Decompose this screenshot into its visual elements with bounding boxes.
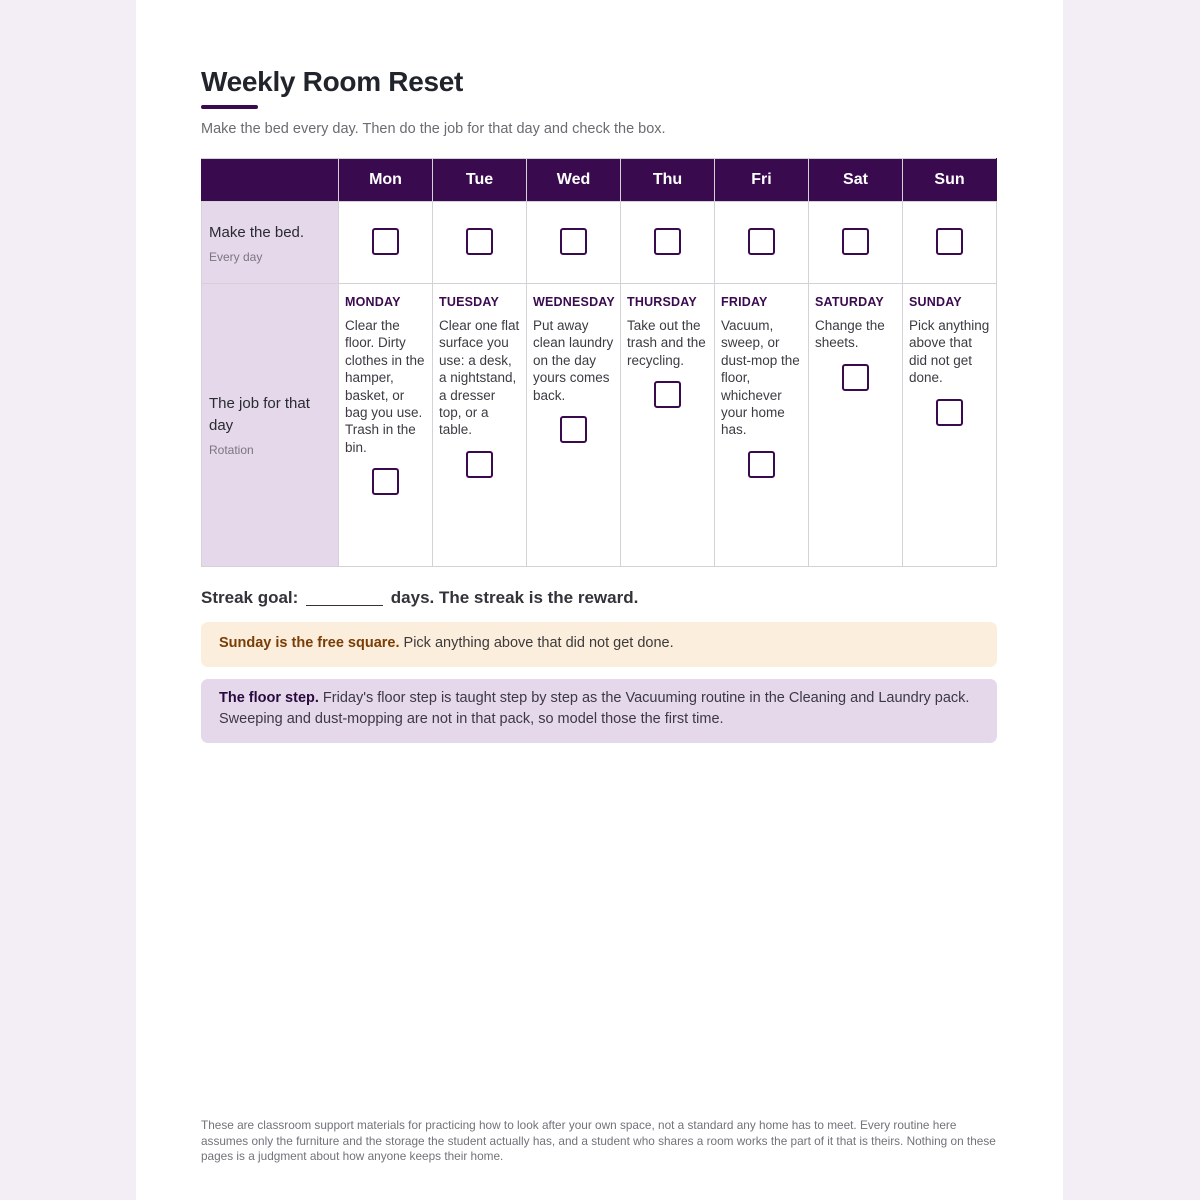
bed-checkbox-tue[interactable] (466, 228, 493, 255)
footer-disclaimer: These are classroom support materials for practicing how to look after your own space, not a standard any home has to meet. Every routine here assumes only the furniture and the storage the student actually has, and a student who shares a room works the part of it that is theirs. Nothing on these pages is a judgment about how anyone keeps their home. (201, 1118, 996, 1164)
job-task-text: Clear the floor. Dirty clothes in the hamper, basket, or bag you use. Trash in the bin. (345, 318, 425, 455)
row-title: The job for that day (209, 395, 310, 434)
job-day-name: SUNDAY (909, 295, 962, 309)
row-note: Rotation (209, 443, 254, 457)
job-day-name: SATURDAY (815, 295, 884, 309)
daily-job-row (202, 284, 997, 567)
job-cell-mon (339, 284, 433, 567)
job-cell-wed (527, 284, 621, 567)
bed-cell-fri (715, 202, 809, 284)
day-header-fri: Fri (715, 159, 809, 202)
bed-checkbox-sun[interactable] (936, 228, 963, 255)
job-day-name: THURSDAY (627, 295, 697, 309)
make-bed-row (202, 202, 997, 284)
bed-cell-mon (339, 202, 433, 284)
day-header-tue: Tue (433, 159, 527, 202)
job-checkbox-thu[interactable] (654, 381, 681, 408)
callout-text: Friday's floor step is taught step by step as the Vacuuming routine in the Cleaning and Laundry pack. Sweeping and dust-mopping are not in that pack, so model those the first time. (219, 690, 970, 727)
callout-lead: The floor step. (219, 690, 319, 706)
job-checkbox-tue[interactable] (466, 451, 493, 478)
make-bed-label (202, 202, 339, 284)
bed-cell-wed (527, 202, 621, 284)
streak-label: Streak goal: (201, 588, 299, 607)
job-day-name: FRIDAY (721, 295, 768, 309)
job-cell-sun (903, 284, 997, 567)
job-cell-fri (715, 284, 809, 567)
bed-checkbox-sat[interactable] (842, 228, 869, 255)
job-day-name: WEDNESDAY (533, 295, 615, 309)
bed-checkbox-mon[interactable] (372, 228, 399, 255)
day-header-row (202, 159, 997, 202)
job-task-text: Vacuum, sweep, or dust-mop the floor, whichever your home has. (721, 318, 800, 438)
bed-checkbox-wed[interactable] (560, 228, 587, 255)
job-task-text: Take out the trash and the recycling. (627, 318, 706, 368)
callout-lead: Sunday is the free square. (219, 635, 400, 651)
streak-blank[interactable] (306, 592, 383, 606)
bed-cell-sat (809, 202, 903, 284)
bed-cell-tue (433, 202, 527, 284)
job-task-text: Change the sheets. (815, 318, 885, 351)
bed-cell-sun (903, 202, 997, 284)
day-header-wed: Wed (527, 159, 621, 202)
day-header-thu: Thu (621, 159, 715, 202)
weekly-table (201, 158, 997, 567)
job-checkbox-sun[interactable] (936, 399, 963, 426)
bed-checkbox-fri[interactable] (748, 228, 775, 255)
job-task-text: Clear one flat surface you use: a desk, a nightstand, a dresser top, or a table. (439, 318, 520, 438)
row-title: Make the bed. (209, 223, 305, 241)
job-day-name: TUESDAY (439, 295, 499, 309)
free-square-callout (201, 622, 997, 667)
day-header-sat: Sat (809, 159, 903, 202)
job-checkbox-mon[interactable] (372, 468, 399, 495)
bed-cell-thu (621, 202, 715, 284)
bed-checkbox-thu[interactable] (654, 228, 681, 255)
worksheet-page (136, 0, 1063, 1200)
job-cell-tue (433, 284, 527, 567)
streak-suffix: days. The streak is the reward. (390, 588, 639, 607)
job-task-text: Put away clean laundry on the day yours comes back. (533, 318, 614, 403)
job-task-text: Pick anything above that did not get done. (909, 318, 990, 386)
job-cell-thu (621, 284, 715, 567)
job-checkbox-sat[interactable] (842, 364, 869, 391)
job-checkbox-wed[interactable] (560, 416, 587, 443)
daily-job-label (202, 284, 339, 567)
streak-goal (201, 588, 638, 608)
floor-step-callout (201, 679, 997, 743)
page-subtitle: Make the bed every day. Then do the job for that day and check the box. (201, 121, 666, 137)
job-day-name: MONDAY (345, 295, 401, 309)
callout-text: Pick anything above that did not get done. (399, 635, 674, 651)
day-header-sun: Sun (903, 159, 997, 202)
job-cell-sat (809, 284, 903, 567)
job-checkbox-fri[interactable] (748, 451, 775, 478)
page-title: Weekly Room Reset (201, 66, 464, 97)
title-underline (201, 105, 258, 109)
table-corner (202, 159, 339, 202)
day-header-mon: Mon (339, 159, 433, 202)
row-note: Every day (209, 249, 263, 264)
